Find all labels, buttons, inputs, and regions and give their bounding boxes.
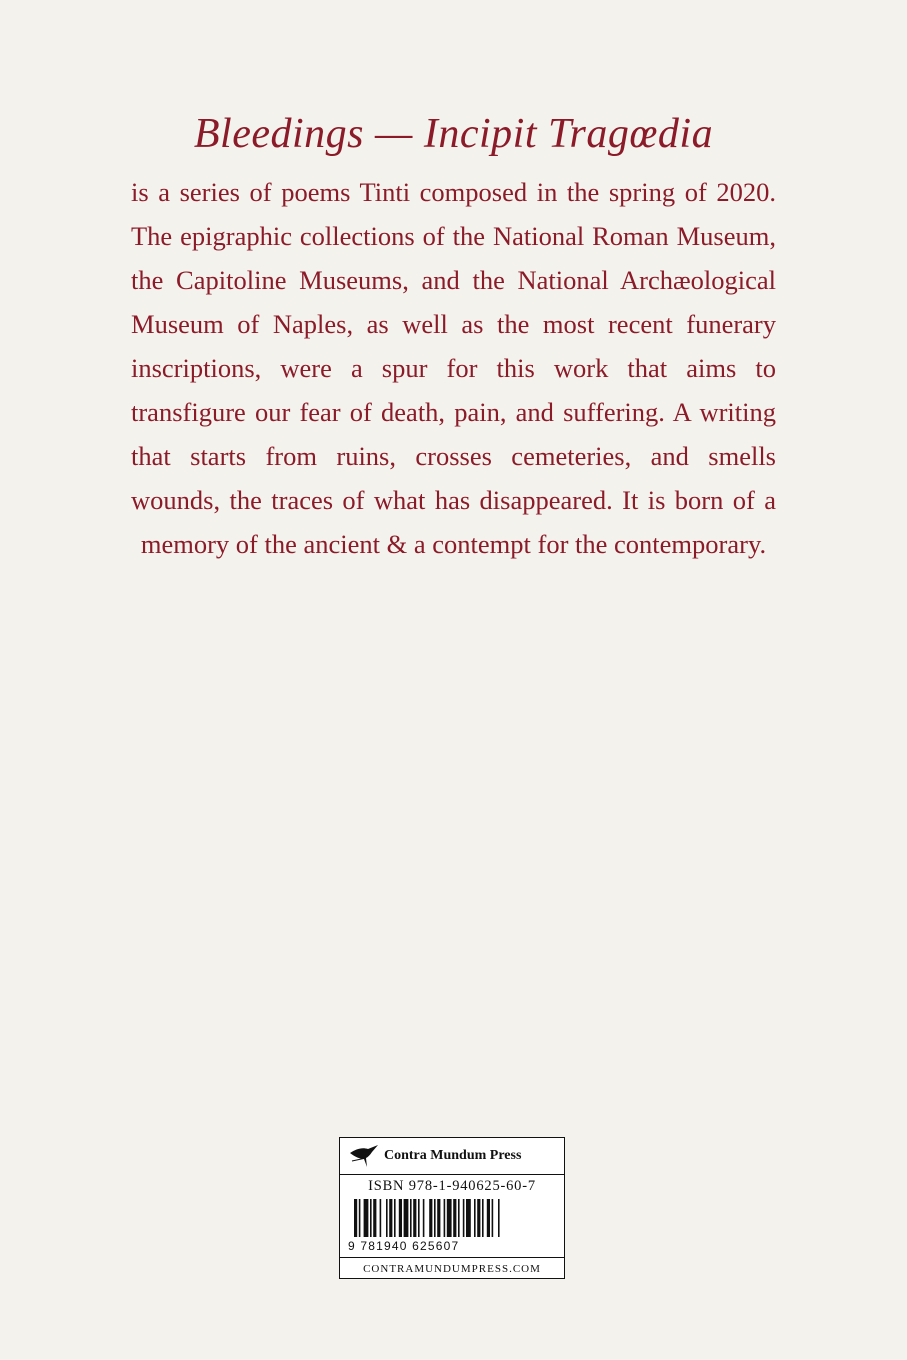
barcode-bar	[458, 1199, 460, 1237]
barcode-bar	[389, 1199, 392, 1237]
barcode-bar	[404, 1199, 409, 1237]
barcode-bar	[354, 1199, 357, 1237]
barcode-bar	[423, 1199, 425, 1237]
barcode-bar	[359, 1199, 361, 1237]
publisher-url: CONTRAMUNDUMPRESS.COM	[340, 1257, 564, 1280]
publisher-name: Contra Mundum Press	[384, 1148, 522, 1163]
back-cover-blurb: is a series of poems Tinti composed in the spring of 2020. The epigraphic collections of the National Roman Museum, the Capitoline Museums, and the National Archæological Museum of Naples, as well as the most recent funerary inscriptions, were a spur for this work that aims to transfigure our fear of death, pain, and suffering. A writing that starts from ruins, crosses cemeteries, and smells wounds, the traces of what has disappeared. It is born of a memory of the ancient & a contempt for the contemporary.	[131, 177, 776, 559]
barcode-bar	[386, 1199, 388, 1237]
barcode-bar	[399, 1199, 402, 1237]
barcode	[340, 1197, 564, 1257]
barcode-bar	[477, 1199, 480, 1237]
barcode-bar	[418, 1199, 420, 1237]
barcode-bar	[482, 1199, 484, 1237]
barcode-bar	[498, 1199, 500, 1237]
publisher-row	[340, 1138, 564, 1175]
book-title: Bleedings — Incipit Tragœdia	[193, 111, 714, 157]
barcode-bar	[434, 1199, 436, 1237]
barcode-bar	[373, 1199, 376, 1237]
isbn-number: ISBN 978-1-940625-60-7	[368, 1178, 536, 1194]
barcode-bar	[364, 1199, 369, 1237]
isbn-barcode-box	[339, 1137, 565, 1279]
barcode-bar	[487, 1199, 490, 1237]
barcode-bar	[429, 1199, 432, 1237]
barcode-bars	[354, 1199, 554, 1241]
barcode-bar	[463, 1199, 465, 1237]
barcode-bar	[370, 1199, 372, 1237]
barcode-bar	[380, 1199, 382, 1237]
barcode-bar	[444, 1199, 446, 1237]
barcode-bar	[474, 1199, 476, 1237]
bird-icon	[348, 1143, 380, 1169]
barcode-bar	[453, 1199, 456, 1237]
barcode-bar	[492, 1199, 494, 1237]
barcode-bar	[466, 1199, 471, 1237]
barcode-bar	[447, 1199, 452, 1237]
barcode-bar	[413, 1199, 416, 1237]
barcode-bar	[394, 1199, 396, 1237]
barcode-digits: 9 781940 625607	[348, 1239, 460, 1253]
barcode-bar	[410, 1199, 412, 1237]
barcode-bar	[437, 1199, 440, 1237]
